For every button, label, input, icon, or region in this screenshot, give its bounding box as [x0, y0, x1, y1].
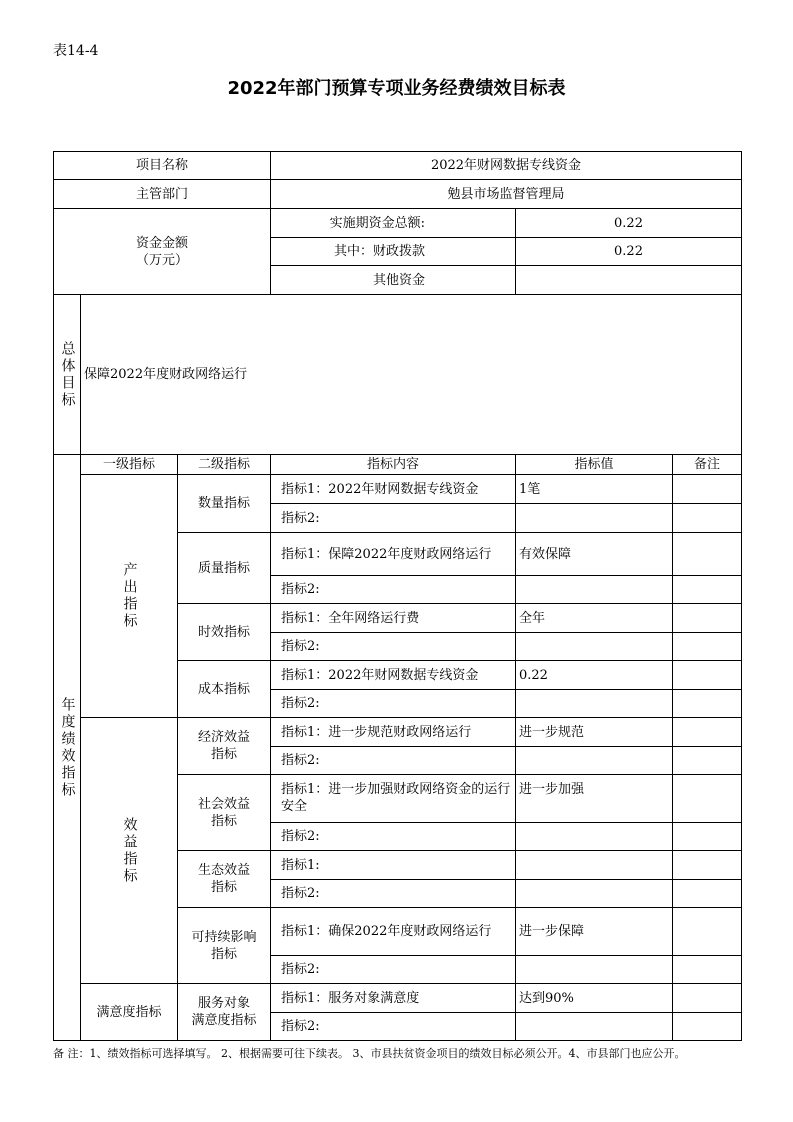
indicator-value-11: 进一步加强	[515, 774, 673, 823]
indicator-content-10: 指标2:	[270, 746, 516, 775]
indicator-value-3: 有效保障	[515, 532, 673, 576]
indicator-note-1	[672, 474, 742, 504]
indicator-note-12	[672, 822, 742, 851]
total-funds-label: 实施期资金总额:	[270, 208, 516, 238]
goal-text: 保障2022年度财政网络运行	[80, 294, 742, 455]
col-header-content: 指标内容	[270, 454, 516, 475]
indicator-content-3: 指标1：保障2022年度财政网络运行	[270, 532, 516, 576]
indicator-value-9: 进一步规范	[515, 717, 673, 747]
indicator-content-14: 指标2:	[270, 879, 516, 908]
indicator-value-14	[515, 879, 673, 908]
col-header-note: 备注	[672, 454, 742, 475]
indicator-content-15: 指标1：确保2022年度财政网络运行	[270, 907, 516, 956]
indicator-note-15	[672, 907, 742, 956]
indicator-value-18	[515, 1012, 673, 1041]
indicator-content-6: 指标2:	[270, 632, 516, 661]
indicator-value-12	[515, 822, 673, 851]
col-header-value: 指标值	[515, 454, 673, 475]
fiscal-funds-value: 0.22	[515, 237, 742, 266]
footnote: 备 注：1、绩效指标可选择填写。 2、根据需要可往下续表。 3、市县扶贫资金项目的绩效目标必须公开。4、市县部门也应公开。	[53, 1047, 686, 1060]
indicator-value-17: 达到90%	[515, 983, 673, 1013]
level1-benefit	[80, 717, 178, 984]
level2-ecological: 生态效益 指标	[177, 850, 271, 908]
level1-satisfaction: 满意度指标	[80, 983, 178, 1041]
indicator-content-4: 指标2:	[270, 575, 516, 604]
level2-quality: 质量指标	[177, 532, 271, 604]
indicator-note-13	[672, 850, 742, 880]
indicator-content-9: 指标1：进一步规范财政网络运行	[270, 717, 516, 747]
indicator-note-9	[672, 717, 742, 747]
indicator-value-16	[515, 955, 673, 984]
indicator-value-4	[515, 575, 673, 604]
indicator-note-17	[672, 983, 742, 1013]
indicator-content-5: 指标1：全年网络运行费	[270, 603, 516, 633]
col-header-level1: 一级指标	[80, 454, 178, 475]
other-funds-label: 其他资金	[270, 265, 516, 295]
level1-benefit-text: 效益指标	[121, 816, 138, 885]
indicator-value-8	[515, 689, 673, 718]
indicator-content-7: 指标1：2022年财网数据专线资金	[270, 660, 516, 690]
level1-output	[80, 474, 178, 718]
department-value: 勉县市场监督管理局	[270, 179, 742, 209]
annual-indicators-label-text: 年度绩效指标	[59, 696, 76, 799]
indicator-content-12: 指标2:	[270, 822, 516, 851]
goal-label-text: 总体目标	[59, 340, 76, 409]
indicator-value-10	[515, 746, 673, 775]
indicator-note-14	[672, 879, 742, 908]
level1-output-text: 产出指标	[121, 562, 138, 630]
indicator-content-2: 指标2:	[270, 503, 516, 533]
indicator-note-7	[672, 660, 742, 690]
annual-indicators-label	[53, 454, 81, 1041]
indicator-value-5: 全年	[515, 603, 673, 633]
indicator-note-11	[672, 774, 742, 823]
indicator-note-5	[672, 603, 742, 633]
indicator-note-4	[672, 575, 742, 604]
indicator-value-1: 1笔	[515, 474, 673, 504]
indicator-content-13: 指标1:	[270, 850, 516, 880]
page-title: 2022年部门预算专项业务经费绩效目标表	[227, 78, 566, 99]
indicator-value-15: 进一步保障	[515, 907, 673, 956]
indicator-value-7: 0.22	[515, 660, 673, 690]
indicator-note-16	[672, 955, 742, 984]
project-name-label: 项目名称	[53, 151, 271, 180]
level2-service-satisfaction: 服务对象 满意度指标	[177, 983, 271, 1041]
indicator-note-6	[672, 632, 742, 661]
indicator-value-6	[515, 632, 673, 661]
level2-cost: 成本指标	[177, 660, 271, 718]
indicator-note-2	[672, 503, 742, 533]
indicator-value-2	[515, 503, 673, 533]
indicator-content-18: 指标2:	[270, 1012, 516, 1041]
total-funds-value: 0.22	[515, 208, 742, 238]
indicator-note-3	[672, 532, 742, 576]
project-name-value: 2022年财网数据专线资金	[270, 151, 742, 180]
col-header-level2: 二级指标	[177, 454, 271, 475]
fiscal-funds-label: 其中：财政拨款	[270, 237, 516, 266]
level2-quantity: 数量指标	[177, 474, 271, 533]
indicator-note-10	[672, 746, 742, 775]
indicator-note-18	[672, 1012, 742, 1041]
indicator-content-1: 指标1：2022年财网数据专线资金	[270, 474, 516, 504]
level2-social: 社会效益 指标	[177, 774, 271, 851]
indicator-content-16: 指标2:	[270, 955, 516, 984]
indicator-content-11: 指标1：进一步加强财政网络资金的运行安全	[270, 774, 516, 823]
table-number: 表14-4	[53, 43, 99, 59]
department-label: 主管部门	[53, 179, 271, 209]
level2-timeliness: 时效指标	[177, 603, 271, 661]
level2-economic: 经济效益 指标	[177, 717, 271, 775]
indicator-value-13	[515, 850, 673, 880]
level2-sustainability: 可持续影响 指标	[177, 907, 271, 984]
funds-label: 资金金额 （万元）	[53, 208, 271, 295]
indicator-content-17: 指标1：服务对象满意度	[270, 983, 516, 1013]
other-funds-value	[515, 265, 742, 295]
goal-label	[53, 294, 81, 455]
indicator-content-8: 指标2:	[270, 689, 516, 718]
indicator-note-8	[672, 689, 742, 718]
